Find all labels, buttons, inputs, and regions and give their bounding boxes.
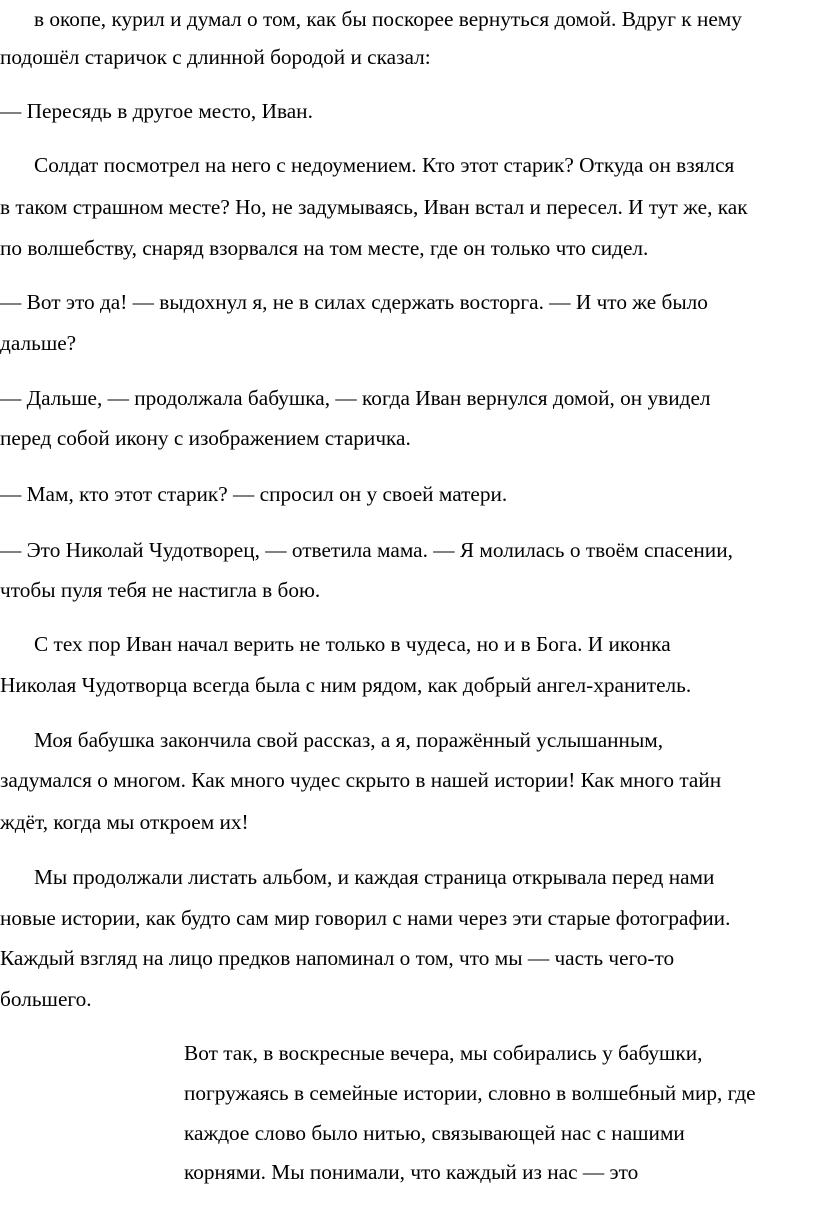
text-line: — Дальше, — продолжала бабушка, — когда Иван вернулся домой, он увидел <box>0 386 711 410</box>
text-line: С тех пор Иван начал верить не только в чудеса, но и в Бога. И иконка <box>34 632 671 656</box>
text-line: по волшебству, снаряд взорвался на том месте, где он только что сидел. <box>0 236 649 260</box>
text-line: перед собой икону с изображением старичка. <box>0 426 411 450</box>
text-line: — Вот это да! — выдохнул я, не в силах сдержать восторга. — И что же было <box>0 290 708 314</box>
text-line: Мы продолжали листать альбом, и каждая страница открывала перед нами <box>34 865 715 889</box>
text-line: Солдат посмотрел на него с недоумением. Кто этот старик? Откуда он взялся <box>34 153 735 177</box>
text-line: ждёт, когда мы откроем их! <box>0 810 249 834</box>
text-line: задумался о многом. Как много чудес скрыто в нашей истории! Как много тайн <box>0 768 722 792</box>
text-line: чтобы пуля тебя не настигла в бою. <box>0 578 321 602</box>
text-line: новые истории, как будто сам мир говорил с нами через эти старые фотографии. <box>0 906 731 930</box>
text-line: — Пересядь в другое место, Иван. <box>0 99 313 123</box>
text-line: Николая Чудотворца всегда была с ним рядом, как добрый ангел-хранитель. <box>0 673 692 697</box>
text-line: подошёл старичок с длинной бородой и сказал: <box>0 45 431 69</box>
text-line: Вот так, в воскресные вечера, мы собирались у бабушки, <box>184 1041 703 1065</box>
text-line: Моя бабушка закончила свой рассказ, а я, поражённый услышанным, <box>34 728 664 752</box>
text-line: — Мам, кто этот старик? — спросил он у своей матери. <box>0 482 508 506</box>
text-line: корнями. Мы понимали, что каждый из нас — это <box>184 1160 639 1184</box>
text-line: каждое слово было нитью, связывающей нас с нашими <box>184 1121 685 1145</box>
text-line: — Это Николай Чудотворец, — ответила мама. — Я молилась о твоём спасении, <box>0 538 733 562</box>
text-line: Каждый взгляд на лицо предков напоминал о том, что мы — часть чего-то <box>0 946 675 970</box>
text-line: большего. <box>0 987 92 1011</box>
text-line: в окопе, курил и думал о том, как бы поскорее вернуться домой. Вдруг к нему <box>34 7 742 31</box>
text-line: погружаясь в семейные истории, словно в волшебный мир, где <box>184 1081 756 1105</box>
text-line: в таком страшном месте? Но, не задумываясь, Иван встал и пересел. И тут же, как <box>0 195 748 219</box>
text-line: дальше? <box>0 331 77 355</box>
